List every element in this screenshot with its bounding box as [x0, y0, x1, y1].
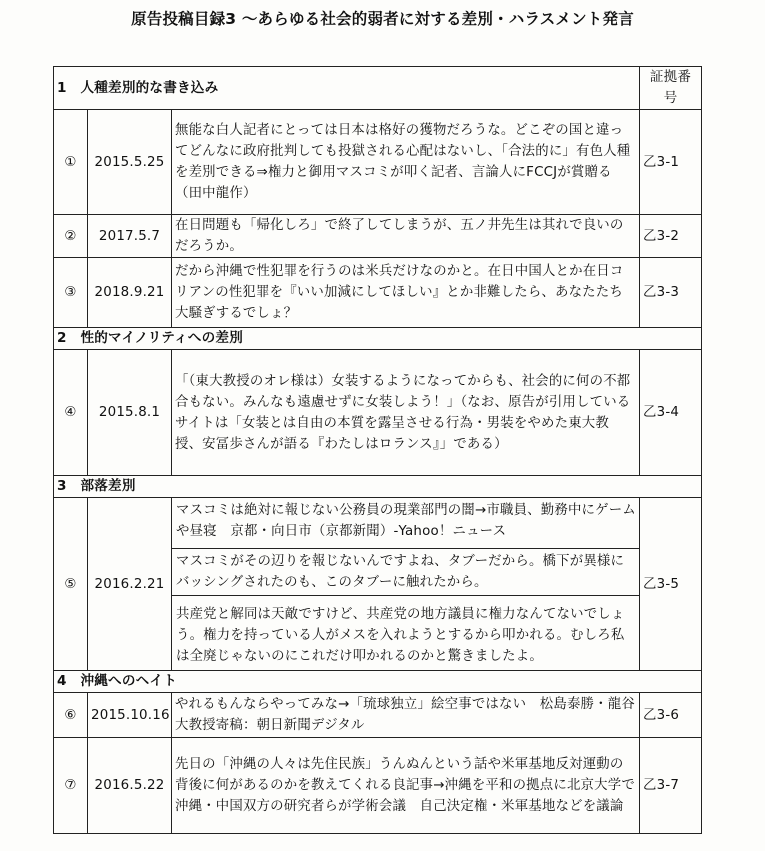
evidence-number: 乙3-3 — [640, 258, 702, 328]
section-heading: 2 性的マイノリティへの差別 — [54, 328, 702, 350]
table-row — [54, 693, 702, 738]
table-row — [54, 258, 702, 328]
entry-number: ⑦ — [54, 738, 88, 834]
entry-text — [172, 498, 640, 671]
entry-number: ② — [54, 215, 88, 258]
evidence-number: 乙3-7 — [640, 738, 702, 834]
section-heading-row — [54, 671, 702, 693]
entry-date: 2018.9.21 — [88, 258, 172, 328]
table-row — [54, 215, 702, 258]
section-heading: 4 沖縄へのヘイト — [54, 671, 702, 693]
entry-date: 2016.2.21 — [88, 498, 172, 671]
evidence-number: 乙3-4 — [640, 350, 702, 476]
entry-number: ③ — [54, 258, 88, 328]
evidence-table — [53, 66, 702, 834]
entry-subtext: 共産党と解同は天敵ですけど、共産党の地方議員に権力なんてないでしょう。権力を持っている人がメスを入れようとするから叩かれる。むしろ私は全廃じゃないのにこれだけ叩かれるのかと驚きましたよ。 — [172, 595, 639, 670]
entry-number: ⑥ — [54, 693, 88, 738]
section-heading-row — [54, 67, 702, 110]
table-row — [54, 350, 702, 476]
section-heading: 3 部落差別 — [54, 476, 702, 498]
evidence-number: 乙3-1 — [640, 110, 702, 215]
entry-number: ④ — [54, 350, 88, 476]
entry-date: 2015.5.25 — [88, 110, 172, 215]
evidence-number: 乙3-6 — [640, 693, 702, 738]
evidence-number: 乙3-2 — [640, 215, 702, 258]
entry-text: 在日問題も「帰化しろ」で終了してしまうが、五ノ井先生は其れで良いのだろうか。 — [172, 215, 640, 258]
entry-number: ⑤ — [54, 498, 88, 671]
entry-date: 2017.5.7 — [88, 215, 172, 258]
entry-subtext: マスコミがその辺りを報じないんですよね、タブーだから。橋下が異様にバッシングされたのも、このタブーに触れたから。 — [172, 548, 639, 595]
table-row — [54, 498, 702, 671]
entry-date: 2015.8.1 — [88, 350, 172, 476]
entry-subtext: マスコミは絶対に報じない公務員の現業部門の闇→市職員、勤務中にゲームや昼寝 京都・向日市（京都新聞）-Yahoo！ニュース — [176, 503, 636, 539]
entry-text: だから沖縄で性犯罪を行うのは米兵だけなのかと。在日中国人とか在日コリアンの性犯罪を『いい加減にしてほしい』とか非難したら、あなたたち大騒ぎするでしょ？ — [172, 258, 640, 328]
section-heading-row — [54, 476, 702, 498]
entry-text: 先日の「沖縄の人々は先住民族」うんぬんという話や米軍基地反対運動の背後に何があるのかを教えてくれる良記事→沖縄を平和の拠点に北京大学で沖縄・中国双方の研究者らが学術会議 自己決定権・米軍基地などを議論 — [172, 738, 640, 834]
evidence-header: 証拠番号 — [640, 67, 702, 110]
section-heading-row — [54, 328, 702, 350]
section-heading: 1 人種差別的な書き込み — [54, 67, 640, 110]
entry-date: 2016.5.22 — [88, 738, 172, 834]
entry-text: 「（東大教授のオレ様は）女装するようになってからも、社会的に何の不都合もない。みんなも遠慮せずに女装しよう！」（なお、原告が引用しているサイトは「女装とは自由の本質を露呈させる行為・男装をやめた東大教授、安冨歩さんが語る『わたしはロランス』」である） — [172, 350, 640, 476]
entry-text: 無能な白人記者にとっては日本は格好の獲物だろうな。どこぞの国と違ってどんなに政府批判しても投獄される心配はないし、「合法的に」有色人種を差別できる⇒権力と御用マスコミが叩く記者、言論人にFCCJが賞贈る（田中龍作） — [172, 110, 640, 215]
table-row — [54, 738, 702, 834]
table-row — [54, 110, 702, 215]
entry-text: やれるもんならやってみな→「琉球独立」絵空事ではない 松島泰勝・龍谷大教授寄稿：朝日新聞デジタル — [172, 693, 640, 738]
entry-date: 2015.10.16 — [88, 693, 172, 738]
page-title: 原告投稿目録3 〜あらゆる社会的弱者に対する差別・ハラスメント発言 — [131, 10, 634, 28]
entry-number: ① — [54, 110, 88, 215]
evidence-number: 乙3-5 — [640, 498, 702, 671]
